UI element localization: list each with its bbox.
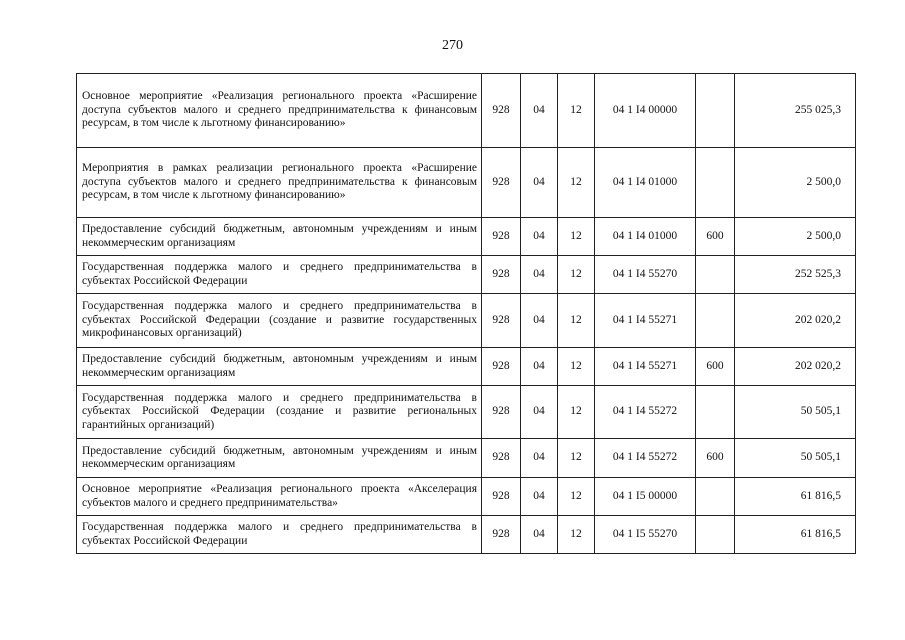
row-target-code: 04 1 I4 55271 xyxy=(595,348,696,386)
row-admin-code: 928 xyxy=(482,386,521,439)
row-expense-type xyxy=(696,516,735,554)
row-admin-code: 928 xyxy=(482,348,521,386)
row-admin-code: 928 xyxy=(482,74,521,148)
row-amount: 202 020,2 xyxy=(735,348,856,386)
row-section: 04 xyxy=(521,386,558,439)
table-row xyxy=(77,74,856,148)
row-subsection: 12 xyxy=(558,439,595,478)
row-amount: 255 025,3 xyxy=(735,74,856,148)
row-subsection: 12 xyxy=(558,148,595,218)
row-description: Государственная поддержка малого и среднего предпринимательства в субъектах Российской Федерации (создание и развитие региональных гарантийных организаций) xyxy=(77,386,482,439)
table-row xyxy=(77,348,856,386)
row-expense-type xyxy=(696,256,735,294)
row-expense-type: 600 xyxy=(696,218,735,256)
row-amount: 2 500,0 xyxy=(735,218,856,256)
row-expense-type xyxy=(696,478,735,516)
row-subsection: 12 xyxy=(558,74,595,148)
row-amount: 61 816,5 xyxy=(735,478,856,516)
row-amount: 61 816,5 xyxy=(735,516,856,554)
row-target-code: 04 1 I4 55272 xyxy=(595,439,696,478)
row-subsection: 12 xyxy=(558,386,595,439)
row-expense-type xyxy=(696,294,735,348)
table-row xyxy=(77,218,856,256)
row-description: Государственная поддержка малого и среднего предпринимательства в субъектах Российской Федерации xyxy=(77,256,482,294)
row-section: 04 xyxy=(521,294,558,348)
row-expense-type: 600 xyxy=(696,439,735,478)
row-description: Государственная поддержка малого и среднего предпринимательства в субъектах Российской Федерации (создание и развитие государственных микрофинансовых организаций) xyxy=(77,294,482,348)
page-number: 270 xyxy=(442,38,463,53)
row-section: 04 xyxy=(521,348,558,386)
row-target-code: 04 1 I4 55272 xyxy=(595,386,696,439)
row-subsection: 12 xyxy=(558,256,595,294)
row-admin-code: 928 xyxy=(482,478,521,516)
row-target-code: 04 1 I4 00000 xyxy=(595,74,696,148)
row-description: Мероприятия в рамках реализации регионального проекта «Расширение доступа субъектов малого и среднего предпринимательства к финансовым ресурсам, в том числе к льготному финансированию» xyxy=(77,148,482,218)
table-row xyxy=(77,516,856,554)
row-subsection: 12 xyxy=(558,348,595,386)
table-row xyxy=(77,256,856,294)
row-target-code: 04 1 I5 00000 xyxy=(595,478,696,516)
row-target-code: 04 1 I5 55270 xyxy=(595,516,696,554)
budget-table xyxy=(76,73,856,554)
table-row xyxy=(77,478,856,516)
row-section: 04 xyxy=(521,256,558,294)
row-subsection: 12 xyxy=(558,218,595,256)
table-row xyxy=(77,294,856,348)
row-target-code: 04 1 I4 01000 xyxy=(595,218,696,256)
row-amount: 50 505,1 xyxy=(735,439,856,478)
row-admin-code: 928 xyxy=(482,256,521,294)
row-subsection: 12 xyxy=(558,478,595,516)
row-subsection: 12 xyxy=(558,294,595,348)
row-section: 04 xyxy=(521,439,558,478)
table-row xyxy=(77,386,856,439)
row-target-code: 04 1 I4 55271 xyxy=(595,294,696,348)
row-target-code: 04 1 I4 55270 xyxy=(595,256,696,294)
row-section: 04 xyxy=(521,516,558,554)
row-section: 04 xyxy=(521,148,558,218)
row-target-code: 04 1 I4 01000 xyxy=(595,148,696,218)
row-admin-code: 928 xyxy=(482,516,521,554)
row-section: 04 xyxy=(521,478,558,516)
row-expense-type xyxy=(696,74,735,148)
row-admin-code: 928 xyxy=(482,148,521,218)
row-expense-type xyxy=(696,386,735,439)
row-description: Предоставление субсидий бюджетным, автономным учреждениям и иным некоммерческим организациям xyxy=(77,348,482,386)
row-amount: 252 525,3 xyxy=(735,256,856,294)
row-description: Основное мероприятие «Реализация регионального проекта «Акселерация субъектов малого и среднего предпринимательства» xyxy=(77,478,482,516)
row-description: Предоставление субсидий бюджетным, автономным учреждениям и иным некоммерческим организациям xyxy=(77,218,482,256)
row-description: Государственная поддержка малого и среднего предпринимательства в субъектах Российской Федерации xyxy=(77,516,482,554)
row-amount: 50 505,1 xyxy=(735,386,856,439)
row-description: Предоставление субсидий бюджетным, автономным учреждениям и иным некоммерческим организациям xyxy=(77,439,482,478)
row-admin-code: 928 xyxy=(482,218,521,256)
table-row xyxy=(77,439,856,478)
row-description: Основное мероприятие «Реализация регионального проекта «Расширение доступа субъектов малого и среднего предпринимательства к финансовым ресурсам, в том числе к льготному финансированию» xyxy=(77,74,482,148)
table-row xyxy=(77,148,856,218)
row-admin-code: 928 xyxy=(482,439,521,478)
row-expense-type: 600 xyxy=(696,348,735,386)
row-section: 04 xyxy=(521,218,558,256)
row-admin-code: 928 xyxy=(482,294,521,348)
row-expense-type xyxy=(696,148,735,218)
row-amount: 202 020,2 xyxy=(735,294,856,348)
row-amount: 2 500,0 xyxy=(735,148,856,218)
row-section: 04 xyxy=(521,74,558,148)
row-subsection: 12 xyxy=(558,516,595,554)
